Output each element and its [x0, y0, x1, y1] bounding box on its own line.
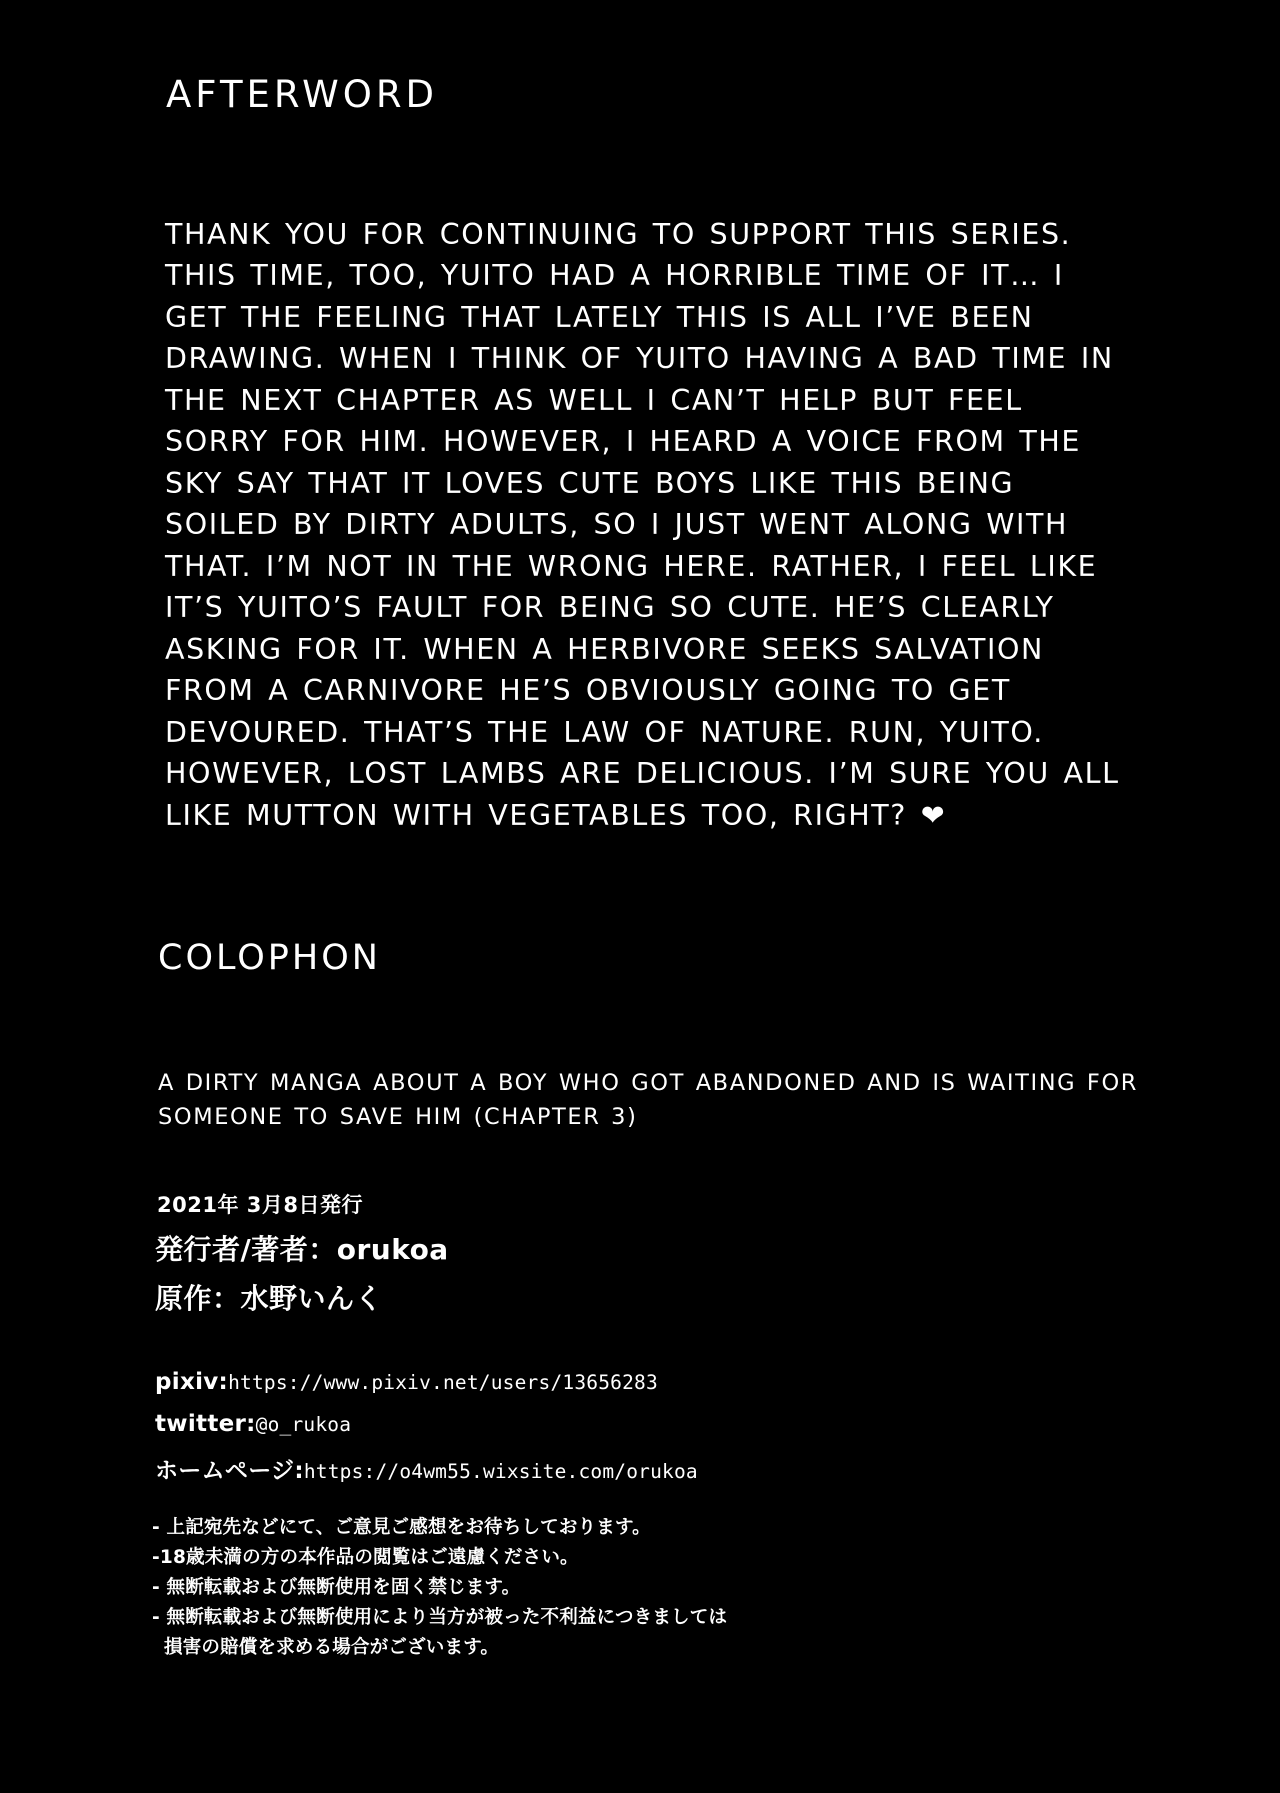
note-item: 損害の賠償を求める場合がございます。: [164, 1637, 500, 1658]
twitter-handle[interactable]: @o_rukoa: [255, 1413, 352, 1436]
note-item: - 上記宛先などにて、ご意見ご感想をお待ちしております。: [152, 1517, 651, 1538]
homepage-url[interactable]: https://o4wm55.wixsite.com/orukoa: [303, 1460, 698, 1483]
twitter-label: twitter:: [155, 1411, 256, 1437]
link-row-homepage: [155, 1452, 698, 1485]
colophon-work-title: A DIRTY MANGA ABOUT A BOY WHO GOT ABANDONED AND IS WAITING FOR SOMEONE TO SAVE HIM (CHAPTER 3): [158, 1069, 1139, 1130]
publication-date: 2021年 3月8日発行: [157, 1193, 363, 1217]
homepage-label: ホームページ:: [155, 1458, 304, 1484]
link-row-pixiv: [155, 1369, 658, 1395]
afterword-title: AFTERWORD: [166, 72, 439, 116]
pixiv-label: pixiv:: [155, 1369, 229, 1395]
note-item: - 無断転載および無断使用により当方が被った不利益につきましては: [152, 1607, 728, 1628]
original-work-credit: 原作：水野いんく: [155, 1282, 384, 1315]
pixiv-url[interactable]: https://www.pixiv.net/users/13656283: [228, 1371, 658, 1394]
notes-list: [152, 1513, 1102, 1663]
afterword-body-text: THANK YOU FOR CONTINUING TO SUPPORT THIS SERIES. THIS TIME, TOO, YUITO HAD A HORRIBLE TIME OF IT… I GET THE FEELING THAT LATELY THIS IS ALL I’VE BEEN DRAWING. WHEN I THINK OF YUITO HAVING A BAD TIME IN THE NEXT CHAPTER AS WELL I CAN’T HELP BUT FEEL SORRY FOR HIM. HOWEVER, I HEARD A VOICE FROM THE SKY SAY THAT IT LOVES CUTE BOYS LIKE THIS BEING SOILED BY DIRTY ADULTS, SO I JUST WENT ALONG WITH THAT. I’M NOT IN THE WRONG HERE. RATHER, I FEEL LIKE IT’S YUITO’S FAULT FOR BEING SO CUTE. HE’S CLEARLY ASKING FOR IT. WHEN A HERBIVORE SEEKS SALVATION FROM A CARNIVORE HE’S OBVIOUSLY GOING TO GET DEVOURED. THAT’S THE LAW OF NATURE. RUN, YUITO. HOWEVER, LOST LAMBS ARE DELICIOUS. I’M SURE YOU ALL LIKE MUTTON WITH VEGETABLES TOO, RIGHT? ❤: [165, 217, 1120, 832]
note-item: -18歳未満の方の本作品の閲覧はご遠慮ください。: [152, 1547, 579, 1568]
link-row-twitter: [155, 1411, 351, 1437]
colophon-title: COLOPHON: [158, 938, 381, 979]
publisher-author: 発行者/著者：orukoa: [155, 1233, 449, 1266]
note-item: - 無断転載および無断使用を固く禁じます。: [152, 1577, 521, 1598]
